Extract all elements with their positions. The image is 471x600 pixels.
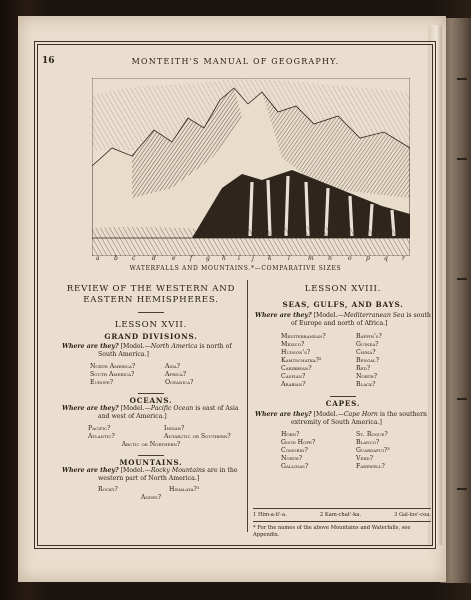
- list-item: Antarctic or Southern?: [164, 433, 231, 440]
- list-item: North?: [281, 455, 303, 462]
- list-item: Caspian?: [281, 373, 306, 380]
- list-item: Gallinas?: [281, 463, 309, 470]
- pronunciation-note: 2 Kam-chat'-ka.: [319, 512, 361, 518]
- page-number: 16: [42, 56, 55, 66]
- model-label: [Model.—: [313, 411, 344, 418]
- list-item: South America?: [90, 371, 135, 378]
- list-item: Himalaya?¹: [169, 486, 200, 493]
- key-letter: c: [132, 255, 136, 262]
- list-item: St. Roque?: [356, 431, 388, 438]
- review-title: REVIEW OF THE WESTERN AND EASTERN HEMISPHERES.: [66, 284, 236, 305]
- illustration-caption: WATERFALLS AND MOUNTAINS.*—COMPARATIVE SIZES: [129, 265, 342, 272]
- list-item: Mediterranean?: [281, 333, 326, 340]
- lesson-17-title: LESSON XVII.: [114, 320, 188, 330]
- question: Where are they?: [62, 467, 119, 474]
- key-letter: f: [190, 255, 193, 262]
- key-letter: r: [402, 255, 405, 262]
- model-text: is the southern extremity of South America.]: [291, 411, 428, 426]
- capes-title: CAPES.: [325, 399, 361, 408]
- list-item: Red?: [356, 365, 371, 372]
- pronunciation-note: 3 Gal-los'-coa.: [394, 512, 431, 518]
- key-letter: m: [308, 255, 314, 262]
- list-item: Caribbean?: [281, 365, 312, 372]
- model-example: Rocky Mountains: [150, 467, 206, 474]
- key-letter: l: [288, 255, 290, 262]
- model-text: are in the western part of North America.]: [98, 467, 238, 482]
- footnote-rule: [253, 508, 431, 509]
- illustration-key-letters: [92, 255, 410, 265]
- model-example: Cape Horn: [343, 411, 378, 418]
- model-label: [Model.—: [313, 312, 344, 319]
- footnotes: [253, 506, 431, 539]
- oceans-list: [88, 425, 240, 441]
- model-text: is north of South America.]: [98, 343, 232, 358]
- footnote-rule: [253, 521, 431, 522]
- list-item: China?: [356, 349, 376, 356]
- capes-list: [281, 431, 431, 471]
- question: Where are they?: [255, 312, 312, 319]
- list-item: Black?: [356, 381, 376, 388]
- capes-model: [255, 411, 431, 427]
- running-head: MONTEITH'S MANUAL OF GEOGRAPHY.: [131, 57, 340, 66]
- grand-divisions-title: GRAND DIVISIONS.: [104, 332, 198, 341]
- list-item: Good Hope?: [281, 439, 316, 446]
- list-item: Asia?: [165, 363, 180, 370]
- list-item: Oceanica?: [165, 379, 194, 386]
- list-item: Guinea?: [356, 341, 379, 348]
- key-letter: n: [328, 255, 332, 262]
- key-letter: b: [114, 255, 118, 262]
- seas-list: [281, 333, 431, 389]
- column-divider: [247, 280, 248, 532]
- model-text: is east of Asia and west of America.]: [98, 405, 239, 420]
- list-item: Verd?: [356, 455, 373, 462]
- list-item: Farewell?: [356, 463, 385, 470]
- list-item: Rocky?: [98, 486, 118, 493]
- list-item: Arabian?: [281, 381, 306, 388]
- model-text: is south of Europe and north of Africa.]: [291, 312, 431, 327]
- list-item: Africa?: [165, 371, 187, 378]
- grand-divisions-list: [90, 363, 240, 387]
- divider: [138, 393, 164, 394]
- seas-model: [255, 312, 431, 328]
- divider: [330, 396, 356, 397]
- list-item: North?: [356, 373, 378, 380]
- divider: [138, 312, 164, 313]
- model-label: [Model.—: [120, 467, 151, 474]
- divider: [138, 455, 164, 456]
- model-label: [Model.—: [120, 405, 151, 412]
- list-item: Mexico?: [281, 341, 305, 348]
- key-letter: i: [238, 255, 240, 262]
- model-label: [Model.—: [120, 343, 151, 350]
- right-column: [255, 284, 431, 471]
- list-item: Blanco?: [356, 439, 380, 446]
- oceans-model: [62, 405, 240, 421]
- pronunciation-note: 1 Him-a-li'-a.: [253, 512, 287, 518]
- question: Where are they?: [62, 405, 119, 412]
- key-letter: j: [252, 255, 254, 262]
- model-example: Mediterranean Sea: [343, 312, 405, 319]
- key-letter: o: [348, 255, 352, 262]
- list-item: Bengal?: [356, 357, 380, 364]
- list-item: Horn?: [281, 431, 300, 438]
- key-letter: h: [222, 255, 226, 262]
- key-letter: e: [172, 255, 176, 262]
- mountains-model: [62, 467, 240, 483]
- list-item: North America?: [90, 363, 136, 370]
- list-item: Hudson's?: [281, 349, 311, 356]
- appendix-note: * For the names of the above Mountains and Waterfalls, see Appendix.: [253, 525, 411, 538]
- list-item: Pacific?: [88, 425, 111, 432]
- list-item: Indian?: [164, 425, 185, 432]
- key-letter: a: [96, 255, 100, 262]
- list-item: Europe?: [90, 379, 114, 386]
- question: Where are they?: [62, 343, 119, 350]
- key-letter: k: [268, 255, 272, 262]
- model-example: North America: [150, 343, 198, 350]
- model-example: Pacific Ocean: [150, 405, 194, 412]
- mountains-title: MOUNTAINS.: [119, 458, 183, 467]
- key-letter: d: [152, 255, 156, 262]
- list-item: Kamtschatka?²: [281, 357, 322, 364]
- key-letter: q: [384, 255, 388, 262]
- left-column: [62, 284, 240, 502]
- list-item: Guardafui?³: [356, 447, 390, 454]
- pronunciation-notes: [253, 512, 431, 519]
- oceans-title: OCEANS.: [129, 396, 173, 405]
- seas-title: SEAS, GULFS, AND BAYS.: [282, 300, 404, 309]
- key-letter: p: [366, 255, 370, 262]
- list-item: Baffin's?: [356, 333, 382, 340]
- list-item: Atlantic?: [88, 433, 115, 440]
- lesson-18-title: LESSON XVIII.: [304, 284, 382, 294]
- question: Where are they?: [255, 411, 312, 418]
- key-letter: g: [206, 255, 210, 262]
- grand-divisions-model: [62, 343, 240, 359]
- list-item: Andes?: [140, 494, 162, 501]
- list-item: Arctic or Northern?: [121, 441, 181, 448]
- list-item: Comorin?: [281, 447, 308, 454]
- mountains-list: [98, 486, 240, 494]
- mountains-waterfalls-engraving: [92, 78, 410, 256]
